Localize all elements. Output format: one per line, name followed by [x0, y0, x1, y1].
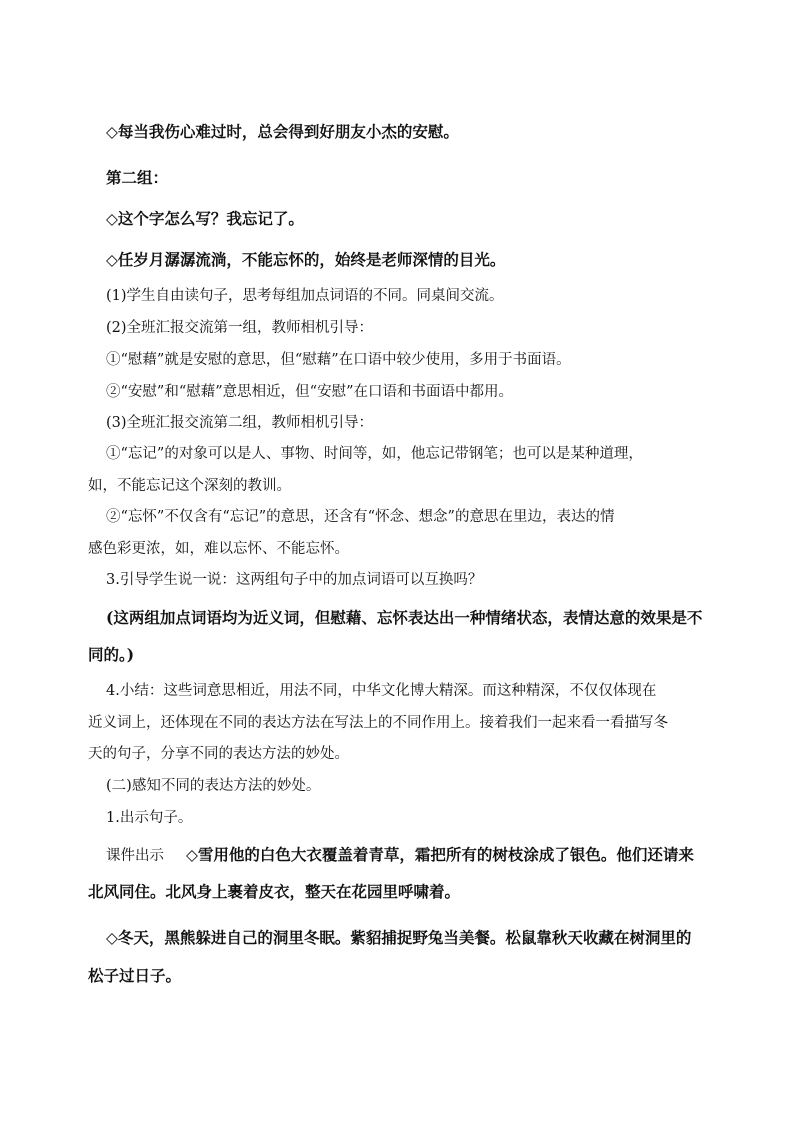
step-guide-question: 3.引导学生说一说：这两组句子中的加点词语可以互换吗？ — [106, 572, 483, 588]
answer-line1: (这两组加点词语均为近义词，但慰藉、忘怀表达出一种情绪状态，表情达意的效果是不 — [106, 608, 703, 627]
courseware-label: 课件出示 — [106, 848, 164, 864]
sentence-unforgettable: ◇任岁月潺潺流淌，不能忘怀的，始终是老师深情的目光。 — [106, 250, 506, 269]
sentence-comfort: ◇每当我伤心难过时，总会得到好朋友小杰的安慰。 — [106, 122, 459, 141]
note-wangji-line1: ①“忘记”的对象可以是人、事物、时间等，如，他忘记带钢笔；也可以是某种道理， — [106, 446, 643, 462]
winter-sentence-line1: ◇冬天，黑熊躲进自己的洞里冬眠。紫貂捕捉野兔当美餐。松鼠靠秋天收藏在树洞里的 — [106, 928, 692, 947]
courseware-snow-sentence: ◇雪用他的白色大衣覆盖着青草，霜把所有的树枝涂成了银色。他们还请来 — [186, 845, 694, 864]
step-3: (3)全班汇报交流第二组，教师相机引导： — [106, 415, 374, 431]
section-heading-two: (二)感知不同的表达方法的妙处。 — [106, 778, 321, 794]
note-anwei: ②“安慰”和“慰藉”意思相近，但“安慰”在口语和书面语中都用。 — [106, 384, 513, 400]
courseware-line1 — [106, 845, 694, 866]
group-two-heading: 第二组： — [106, 168, 169, 187]
sentence-forget: ◇这个字怎么写？我忘记了。 — [106, 209, 304, 228]
step-2: (2)全班汇报交流第一组，教师相机引导： — [106, 320, 374, 336]
step-show-sentences: 1.出示句子。 — [106, 810, 193, 826]
note-wanghuai-line1: ②“忘怀”不仅含有“忘记”的意思，还含有“怀念、想念”的意思在里边，表达的情 — [106, 509, 615, 525]
note-weiji: ①“慰藉”就是安慰的意思，但“慰藉”在口语中较少使用，多用于书面语。 — [106, 352, 571, 368]
answer-line2: 同的。) — [88, 645, 135, 664]
note-wanghuai-line2: 感色彩更浓，如，难以忘怀、不能忘怀。 — [88, 541, 349, 557]
step-1: (1)学生自由读句子，思考每组加点词语的不同。同桌间交流。 — [106, 288, 504, 304]
summary-line2: 近义词上，还体现在不同的表达方法在写法上的不同作用上。接着我们一起来看一看描写冬 — [88, 715, 668, 731]
summary-line1: 4.小结：这些词意思相近，用法不同，中华文化博大精深。而这种精深，不仅仅体现在 — [106, 683, 657, 699]
summary-line3: 天的句子，分享不同的表达方法的妙处。 — [88, 746, 349, 762]
winter-sentence-line2: 松子过日子。 — [88, 966, 182, 985]
note-wangji-line2: 如，不能忘记这个深刻的教训。 — [88, 478, 291, 494]
courseware-line2: 北风同住。北风身上裹着皮衣，整天在花园里呼啸着。 — [88, 882, 461, 901]
